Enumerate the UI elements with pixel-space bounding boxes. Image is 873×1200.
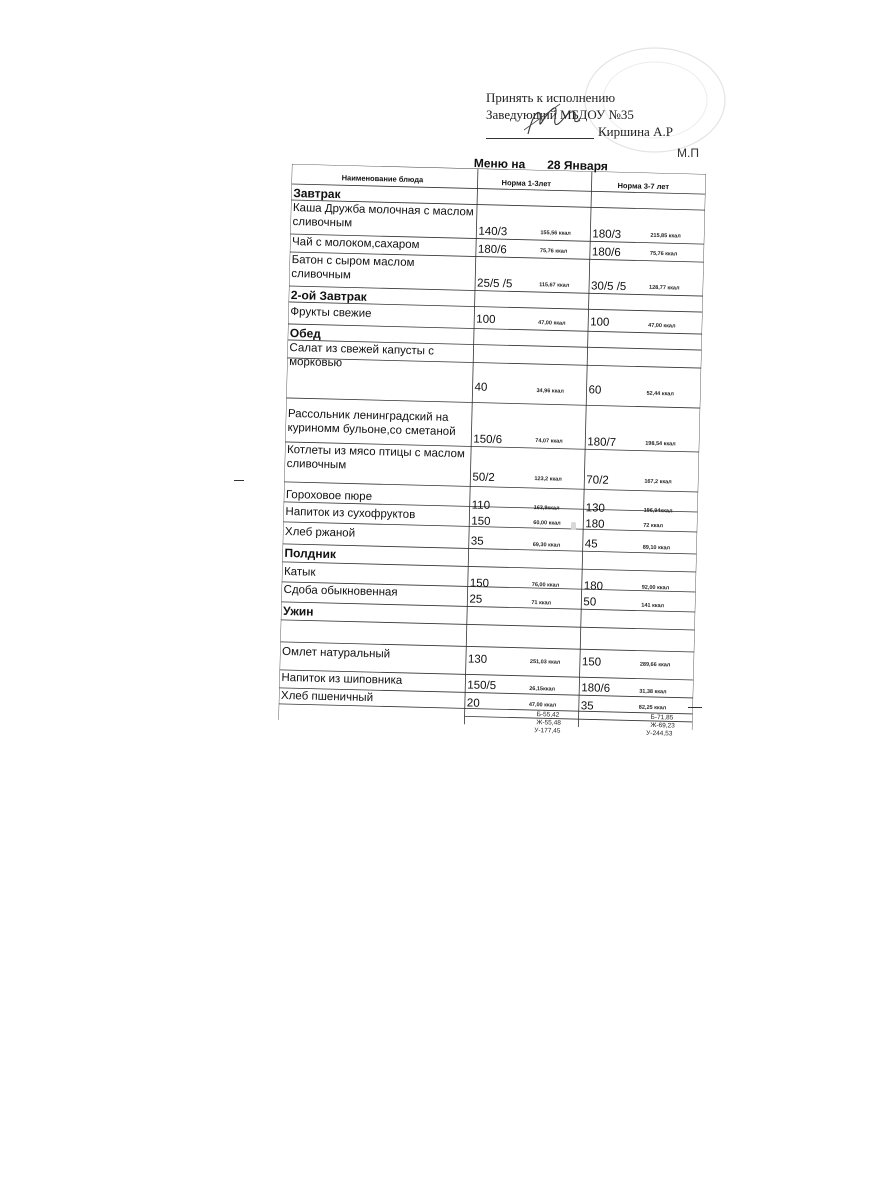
norm-1-3: 20 xyxy=(466,697,480,710)
kcal-3-7: 198,54 ккал xyxy=(645,440,676,448)
menu-table xyxy=(278,164,705,738)
handwritten-signature xyxy=(520,100,590,140)
norm-1-3: 150 xyxy=(469,577,490,590)
kcal-3-7: 82,25 ккал xyxy=(638,704,667,712)
kcal-1-3: 69,30 ккал xyxy=(532,541,561,549)
dish-name: Гороховое пюре xyxy=(285,488,373,504)
norm-3-7: 180/3 xyxy=(592,228,622,242)
norm-1-3: 110 xyxy=(471,499,491,512)
dish-name: Сдоба обыкновенная xyxy=(283,583,398,599)
kcal-3-7: 289,66 ккал xyxy=(639,661,671,669)
kcal-1-3: 26,15ккал xyxy=(529,685,556,693)
total-protein-3-7: Б-71,85 xyxy=(650,713,674,722)
dish-name: Чай с молоком,сахаром xyxy=(291,236,420,252)
header-norm-3-7: Норма 3-7 лет xyxy=(617,180,670,192)
approval-line-1: Принять к исполнению xyxy=(486,90,616,105)
norm-1-3: 140/3 xyxy=(478,225,508,239)
scan-mark xyxy=(688,707,702,708)
total-protein-1-3: Б-55,42 xyxy=(536,711,560,719)
norm-1-3: 150 xyxy=(471,515,491,528)
kcal-3-7: 75,76 ккал xyxy=(649,250,678,258)
dish-name: Хлеб пшеничный xyxy=(280,689,374,705)
scan-mark xyxy=(234,480,244,481)
norm-1-3: 130 xyxy=(467,653,488,666)
total-fat-1-3: Ж-55,48 xyxy=(536,719,561,727)
kcal-1-3: 155,56 ккал xyxy=(540,230,571,237)
norm-3-7: 180 xyxy=(583,580,604,593)
section-breakfast: Завтрак xyxy=(293,186,341,202)
norm-3-7: 50 xyxy=(583,596,597,609)
norm-1-3: 35 xyxy=(470,535,484,548)
dish-name: Омлет натуральный xyxy=(281,645,391,661)
section-dinner: Ужин xyxy=(282,603,314,619)
norm-3-7: 100 xyxy=(590,316,610,329)
kcal-3-7: 89,10 ккал xyxy=(642,544,671,552)
dish-name: Хлеб ржаной xyxy=(284,525,356,540)
total-fat-3-7: Ж-69,23 xyxy=(650,721,675,730)
norm-3-7: 30/5 /5 xyxy=(590,280,627,294)
dish-name: Напиток из шиповника xyxy=(281,671,403,687)
kcal-1-3: 47,00 ккал xyxy=(538,320,566,327)
norm-3-7: 70/2 xyxy=(586,474,609,487)
dish-name: Котлеты из мясо птицы с маслом сливочным xyxy=(286,443,466,471)
norm-1-3: 150/6 xyxy=(473,433,503,447)
section-snack: Полдник xyxy=(284,545,337,562)
norm-3-7: 180/6 xyxy=(591,246,621,260)
kcal-1-3: 123,2 ккал xyxy=(534,476,562,483)
norm-3-7: 45 xyxy=(584,538,598,551)
kcal-3-7: 196,94ккал xyxy=(643,507,673,515)
norm-1-3: 100 xyxy=(476,313,496,327)
norm-3-7: 60 xyxy=(588,384,602,397)
signer-name: Киршина А.Р xyxy=(598,124,673,139)
norm-1-3: 50/2 xyxy=(472,471,495,485)
norm-3-7: 180/7 xyxy=(587,436,617,449)
norm-1-3: 25 xyxy=(469,593,483,606)
menu-title-text: Меню на xyxy=(473,156,526,172)
kcal-3-7: 52,44 ккал xyxy=(646,390,674,398)
kcal-1-3: 74,07 ккал xyxy=(535,438,563,445)
header-norm-1-3: Норма 1-3лет xyxy=(501,178,552,189)
norm-1-3: 180/6 xyxy=(477,243,507,257)
norm-3-7: 180 xyxy=(585,518,605,531)
dish-name: Батон с сыром маслом сливочным xyxy=(291,254,415,281)
kcal-1-3: 163,9ккал xyxy=(533,505,560,512)
kcal-3-7: 47,00 ккал xyxy=(648,322,676,330)
kcal-1-3: 71 ккал xyxy=(531,599,552,607)
kcal-3-7: 92,00 ккал xyxy=(641,584,670,592)
norm-3-7: 35 xyxy=(580,700,594,713)
approval-line-2: Заведующий МБДОУ №35 xyxy=(486,107,634,122)
menu-date: 28 Января xyxy=(547,157,609,174)
dish-name: Напиток из сухофруктов xyxy=(285,505,416,522)
scan-smudge xyxy=(571,522,576,530)
kcal-3-7: 31,38 ккал xyxy=(639,688,667,696)
norm-3-7: 180/6 xyxy=(581,682,611,695)
stamp-place-label: М.П xyxy=(677,146,699,160)
header-dish: Наименование блюда xyxy=(341,173,424,185)
section-lunch: Обед xyxy=(289,326,322,341)
total-carbs-3-7: У-244,53 xyxy=(646,729,673,738)
kcal-1-3: 75,76 ккал xyxy=(539,248,568,255)
total-carbs-1-3: У-177,45 xyxy=(534,727,561,735)
kcal-1-3: 115,67 ккал xyxy=(539,282,570,289)
section-second-breakfast: 2-ой Завтрак xyxy=(290,288,367,304)
kcal-3-7: 215,85 ккал xyxy=(650,232,681,240)
dish-name: Каша Дружба молочная с маслом сливочным xyxy=(292,202,474,229)
dish-name: Салат из свежей капусты с морковью xyxy=(289,341,435,369)
kcal-3-7: 167,2 ккал xyxy=(644,478,672,486)
kcal-1-3: 47,00 ккал xyxy=(528,701,557,709)
kcal-1-3: 76,00 ккал xyxy=(531,581,560,589)
dish-name: Катык xyxy=(283,565,316,579)
kcal-3-7: 72 ккал xyxy=(643,522,664,530)
kcal-3-7: 141 ккал xyxy=(641,602,665,610)
kcal-1-3: 34,96 ккал xyxy=(536,388,564,395)
kcal-3-7: 128,77 ккал xyxy=(649,284,680,292)
norm-1-3: 25/5 /5 xyxy=(476,277,513,291)
kcal-1-3: 60,00 ккал xyxy=(533,520,561,527)
norm-3-7: 130 xyxy=(585,502,606,515)
dish-name: Фрукты свежие xyxy=(290,306,372,320)
norm-1-3: 150/5 xyxy=(467,679,497,693)
norm-3-7: 150 xyxy=(581,656,602,669)
dish-name: Рассольник ленинградский на куриномм бульоне,со сметаной xyxy=(287,407,456,438)
kcal-1-3: 251,03 ккал xyxy=(529,658,561,666)
norm-1-3: 40 xyxy=(474,381,488,394)
